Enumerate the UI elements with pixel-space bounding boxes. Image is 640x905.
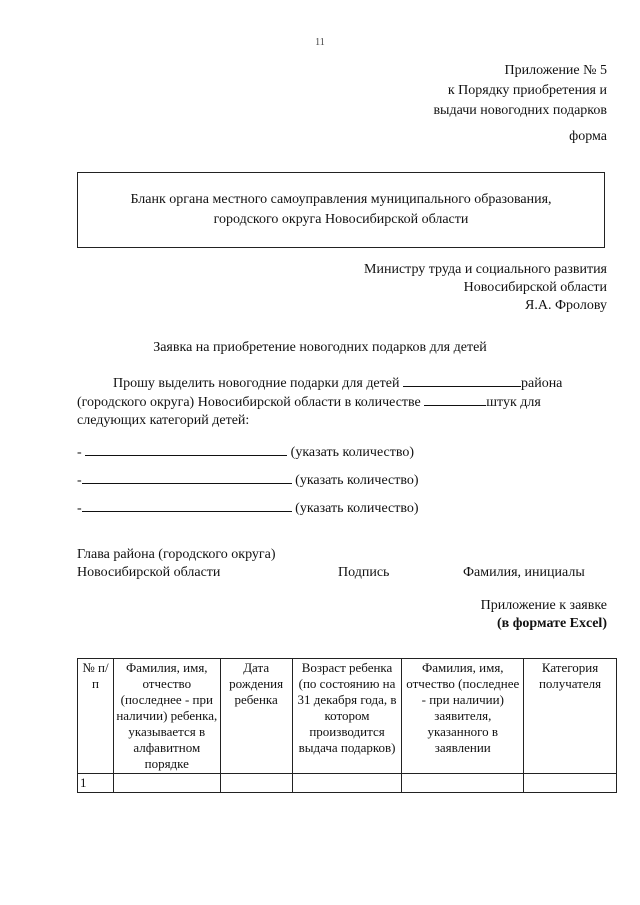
children-table [77,658,617,793]
quantity-blank[interactable] [424,393,486,406]
column-header-child-name: Фамилия, имя, отчество (последнее - при наличии) ребенка, указывается в алфавитном порядке [113,659,220,774]
recipient-line-2: Новосибирской области [463,280,607,295]
column-header-applicant-name: Фамилия, имя, отчество (последнее - при наличии) заявителя, указанного в заявлении [402,659,524,774]
table-cell[interactable] [524,774,617,793]
category-line [77,471,419,489]
name-initials-label: Фамилия, инициалы [463,565,585,580]
table-cell[interactable] [402,774,524,793]
paragraph-text-2: района [520,376,563,391]
letterhead-line-1: Бланк органа местного самоуправления муниципального образования, [130,192,552,207]
category-hint: (указать количество) [295,473,419,488]
category-line [77,499,419,517]
district-blank[interactable] [403,374,521,387]
form-label: форма [569,129,607,144]
annex-block [481,597,607,633]
recipient-block [364,261,607,315]
table-cell[interactable] [113,774,220,793]
paragraph-text-4: штук для [486,395,541,410]
category-prefix: - [77,445,82,460]
request-paragraph [77,374,607,430]
appendix-line-1: Приложение № 5 [504,63,607,78]
category-blank[interactable] [82,499,292,512]
category-line [77,443,414,461]
table-cell[interactable] [292,774,402,793]
category-prefix: - [77,501,82,516]
table-cell[interactable] [220,774,292,793]
letterhead-line-2: городского округа Новосибирской области [213,212,469,227]
column-header-age: Возраст ребенка (по состоянию на 31 декабря года, в котором производится выдача подарков) [292,659,402,774]
signature-label: Подпись [338,565,390,580]
table-header-row [78,659,617,774]
recipient-line-1: Министру труда и социального развития [364,262,607,277]
appendix-line-3: выдачи новогодних подарков [433,103,607,118]
paragraph-text-3: (городского округа) Новосибирской области в количестве [77,395,421,410]
recipient-line-3: Я.А. Фролову [525,298,607,313]
column-header-number: № п/п [78,659,114,774]
page-number: 11 [315,37,325,48]
table-cell[interactable]: 1 [78,774,114,793]
column-header-category: Категория получателя [524,659,617,774]
column-header-birth-date: Дата рождения ребенка [220,659,292,774]
request-title: Заявка на приобретение новогодних подарков для детей [153,340,487,355]
category-hint: (указать количество) [295,501,419,516]
annex-line-1: Приложение к заявке [480,598,607,613]
signature-block [77,546,607,582]
category-prefix: - [77,473,82,488]
paragraph-text-1: Прошу выделить новогодние подарки для детей [113,376,400,391]
category-blank[interactable] [85,443,287,456]
annex-format-note: (в формате Excel) [497,616,607,631]
paragraph-text-5: следующих категорий детей: [77,413,250,428]
category-hint: (указать количество) [290,445,415,460]
letterhead-box [77,172,605,248]
table-row [78,774,617,793]
head-title-line-2: Новосибирской области [77,565,221,580]
appendix-header [433,61,607,121]
category-blank[interactable] [82,471,292,484]
head-title-line-1: Глава района (городского округа) [77,547,276,562]
appendix-line-2: к Порядку приобретения и [447,83,607,98]
